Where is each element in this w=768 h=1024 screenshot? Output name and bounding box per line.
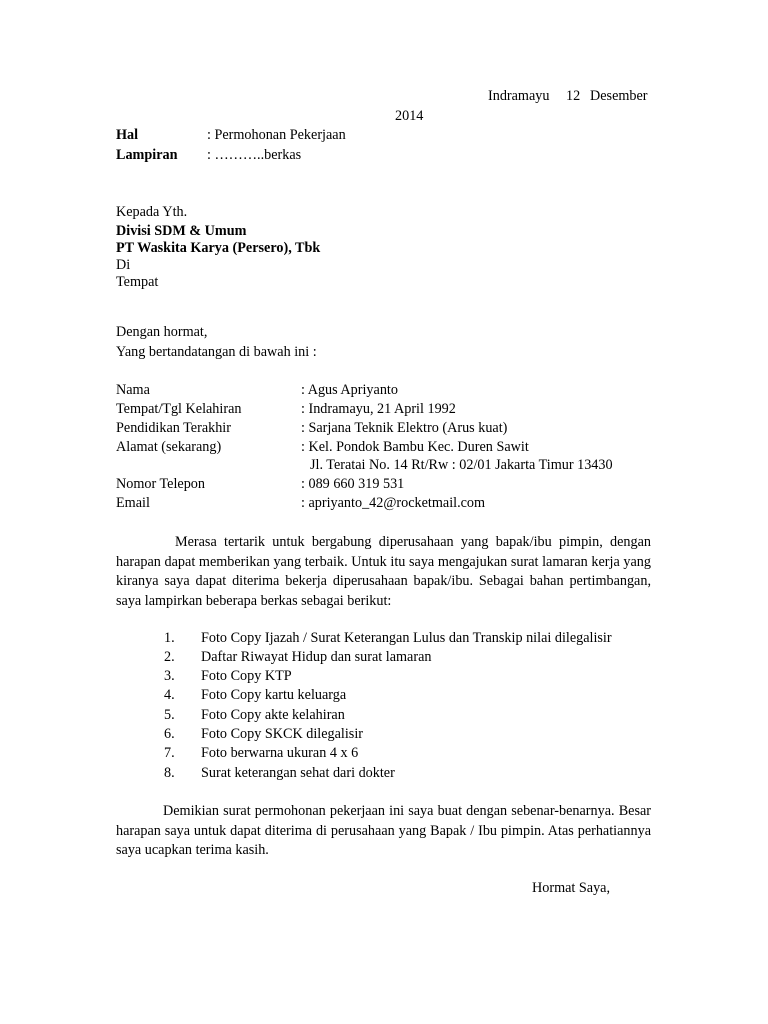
body-paragraph-1: Merasa tertarik untuk bergabung diperusahaan yang bapak/ibu pimpin, dengan harapan dapat memberikan yang terbaik. Untuk itu saya mengajukan surat lamaran kerja yang kiranya saya dapat diterima bekerja diperusahaan bapak/ibu. Sebagai bahan pertimbangan, saya lampirkan beberapa berkas sebagai berikut: bbox=[116, 534, 651, 609]
lampiran-label: Lampiran bbox=[116, 147, 178, 163]
recipient-tempat: Tempat bbox=[116, 274, 159, 290]
salutation: Dengan hormat, bbox=[116, 324, 208, 340]
detail-value: : Indramayu, 21 April 1992 bbox=[301, 401, 456, 417]
hal-label: Hal bbox=[116, 127, 139, 143]
detail-label: Tempat/Tgl Kelahiran bbox=[116, 401, 242, 417]
list-number: 2. bbox=[164, 649, 175, 665]
list-item: Foto Copy akte kelahiran bbox=[201, 707, 345, 723]
list-item: Foto berwarna ukuran 4 x 6 bbox=[201, 745, 359, 761]
list-item: Foto Copy Ijazah / Surat Keterangan Lulus dan Transkip nilai dilegalisir bbox=[201, 630, 612, 646]
recipient-company: PT Waskita Karya (Persero), Tbk bbox=[116, 240, 321, 256]
list-number: 5. bbox=[164, 707, 175, 723]
recipient-di: Di bbox=[116, 257, 131, 273]
detail-value: : apriyanto_42@rocketmail.com bbox=[301, 495, 486, 511]
detail-label: Pendidikan Terakhir bbox=[116, 420, 231, 436]
list-number: 3. bbox=[164, 668, 175, 684]
list-item: Daftar Riwayat Hidup dan surat lamaran bbox=[201, 649, 432, 665]
detail-label: Email bbox=[116, 495, 150, 511]
detail-value: : Kel. Pondok Bambu Kec. Duren Sawit bbox=[301, 439, 529, 455]
list-number: 6. bbox=[164, 726, 175, 742]
list-number: 8. bbox=[164, 765, 175, 781]
date-month: Desember bbox=[590, 88, 648, 104]
detail-label: Nomor Telepon bbox=[116, 476, 205, 492]
hal-value: : Permohonan Pekerjaan bbox=[207, 127, 346, 143]
recipient-greeting: Kepada Yth. bbox=[116, 204, 188, 220]
recipient-division: Divisi SDM & Umum bbox=[116, 223, 247, 239]
list-item: Foto Copy SKCK dilegalisir bbox=[201, 726, 363, 742]
list-number: 4. bbox=[164, 687, 175, 703]
detail-value-continued: Jl. Teratai No. 14 Rt/Rw : 02/01 Jakarta Timur 13430 bbox=[310, 457, 613, 473]
date-city: Indramayu bbox=[488, 88, 550, 104]
date-day: 12 bbox=[566, 88, 581, 104]
intro-line: Yang bertandatangan di bawah ini : bbox=[116, 344, 317, 360]
date-year: 2014 bbox=[395, 108, 424, 124]
lampiran-value: : ………..berkas bbox=[207, 147, 302, 163]
detail-value: : Agus Apriyanto bbox=[301, 382, 398, 398]
detail-label: Nama bbox=[116, 382, 150, 398]
detail-value: : Sarjana Teknik Elektro (Arus kuat) bbox=[301, 420, 508, 436]
closing-regards: Hormat Saya, bbox=[532, 880, 611, 896]
detail-value: : 089 660 319 531 bbox=[301, 476, 405, 492]
list-item: Foto Copy kartu keluarga bbox=[201, 687, 347, 703]
list-number: 7. bbox=[164, 745, 175, 761]
list-item: Surat keterangan sehat dari dokter bbox=[201, 765, 395, 781]
detail-label: Alamat (sekarang) bbox=[116, 439, 222, 455]
list-number: 1. bbox=[164, 630, 175, 646]
body-paragraph-2: Demikian surat permohonan pekerjaan ini saya buat dengan sebenar-benarnya. Besar harapan saya untuk dapat diterima di perusahaan yang Bapak / Ibu pimpin. Atas perhatiannya saya ucapkan terima kasih. bbox=[116, 803, 651, 858]
list-item: Foto Copy KTP bbox=[201, 668, 292, 684]
